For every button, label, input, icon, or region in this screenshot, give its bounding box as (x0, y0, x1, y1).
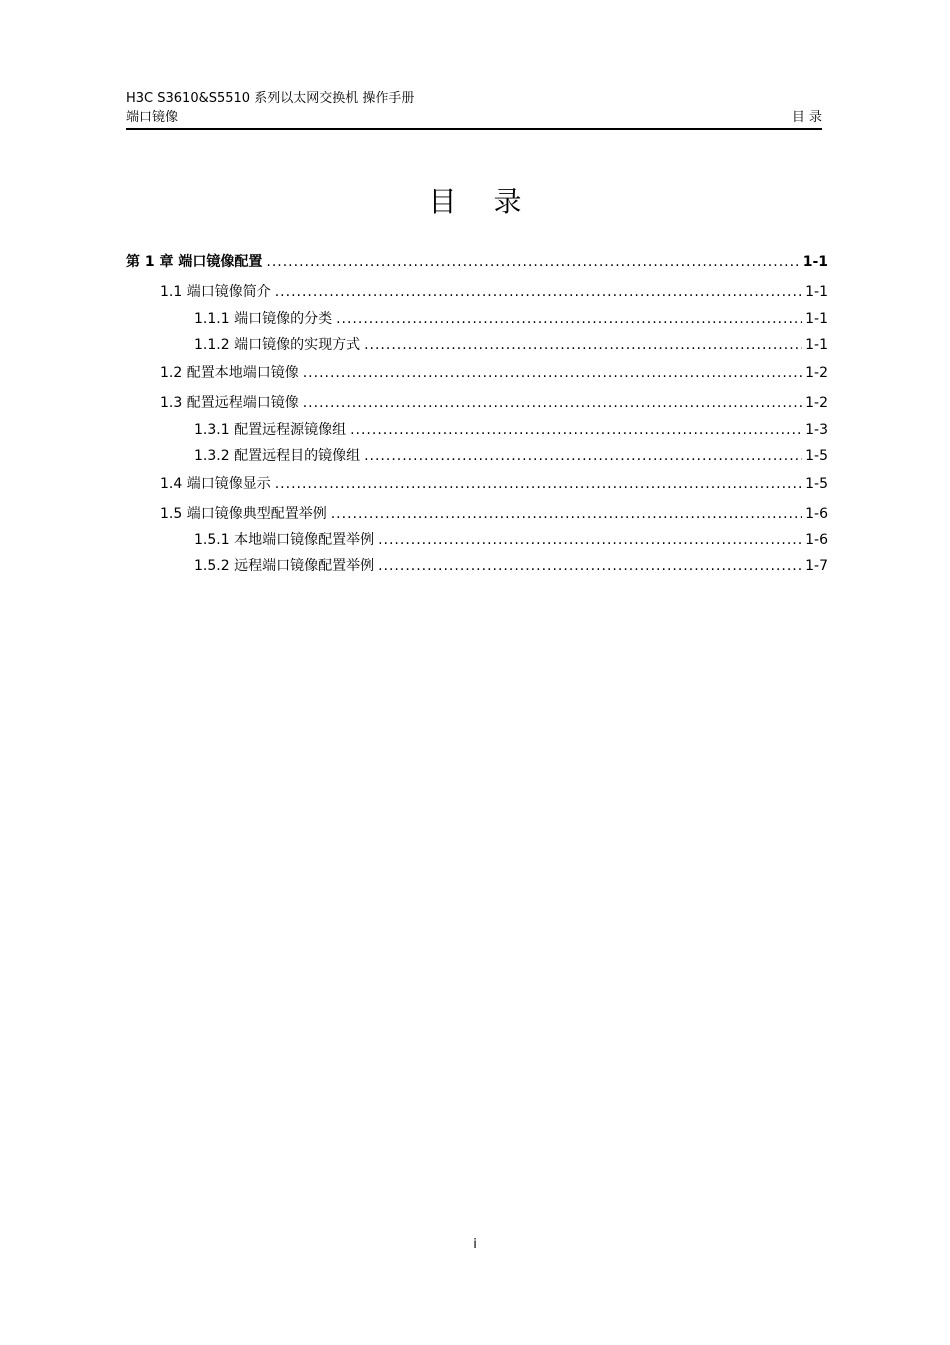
toc-leader-dots (303, 393, 802, 413)
page-title: 目 录 (428, 185, 536, 218)
toc-entry-label: 1.1.1 端口镜像的分类 (194, 311, 333, 327)
toc-leader-dots (378, 556, 802, 576)
toc-entry-label: 1.3 配置远程端口镜像 (160, 395, 299, 411)
toc-entry[interactable] (194, 446, 828, 466)
toc-entry[interactable] (160, 504, 828, 524)
toc-entry[interactable] (194, 556, 828, 576)
toc-entry[interactable] (194, 335, 828, 355)
toc-entry-page: 1-1 (805, 311, 828, 327)
page-number: i (473, 1237, 477, 1252)
toc-entry-page: 1-5 (805, 448, 828, 464)
toc-entry-label: 1.3.1 配置远程源镜像组 (194, 422, 347, 438)
toc-leader-dots (266, 252, 799, 272)
toc-entry[interactable] (160, 363, 828, 383)
toc-entry-page: 1-2 (805, 365, 828, 381)
toc-entry-label: 1.5 端口镜像典型配置举例 (160, 506, 327, 522)
toc-leader-dots (364, 446, 802, 466)
header-page-label: 目 录 (791, 110, 822, 125)
toc-leader-dots (350, 420, 802, 440)
toc-entry-page: 1-6 (805, 506, 828, 522)
toc-entry-label: 1.4 端口镜像显示 (160, 476, 271, 492)
toc-entry-label: 1.5.2 远程端口镜像配置举例 (194, 558, 375, 574)
toc-entry-label: 1.5.1 本地端口镜像配置举例 (194, 532, 375, 548)
toc-entry-label: 1.1.2 端口镜像的实现方式 (194, 337, 361, 353)
toc-entry-page: 1-5 (805, 476, 828, 492)
toc-entry-label: 1.2 配置本地端口镜像 (160, 365, 299, 381)
toc-entry-page: 1-2 (805, 395, 828, 411)
header-rule (126, 128, 822, 130)
toc-leader-dots (378, 530, 802, 550)
document-title: H3C S3610&S5510 系列以太网交换机 操作手册 (126, 91, 415, 106)
toc-entry[interactable] (194, 309, 828, 329)
toc-entry-page: 1-1 (805, 337, 828, 353)
section-name: 端口镜像 (126, 110, 179, 125)
toc-entry[interactable] (160, 282, 828, 302)
header-section-row (126, 109, 822, 126)
toc-leader-dots (331, 504, 802, 524)
toc-entry-page: 1-1 (802, 254, 828, 270)
toc-entry-label: 第 1 章 端口镜像配置 (126, 254, 263, 270)
toc-leader-dots (336, 309, 802, 329)
toc-leader-dots (275, 282, 802, 302)
toc-entry-page: 1-3 (805, 422, 828, 438)
toc-leader-dots (275, 474, 802, 494)
toc-entry-page: 1-7 (805, 558, 828, 574)
toc-entry-page: 1-6 (805, 532, 828, 548)
toc-leader-dots (364, 335, 802, 355)
toc-leader-dots (303, 363, 802, 383)
toc-entry-page: 1-1 (805, 284, 828, 300)
toc-entry-label: 1.1 端口镜像简介 (160, 284, 271, 300)
toc-entry-label: 1.3.2 配置远程目的镜像组 (194, 448, 361, 464)
toc-entry[interactable] (160, 393, 828, 413)
toc-entry[interactable] (194, 530, 828, 550)
page-header (126, 90, 822, 130)
toc-entry[interactable] (160, 474, 828, 494)
toc-entry[interactable] (194, 420, 828, 440)
toc-chapter-entry[interactable] (126, 252, 828, 272)
